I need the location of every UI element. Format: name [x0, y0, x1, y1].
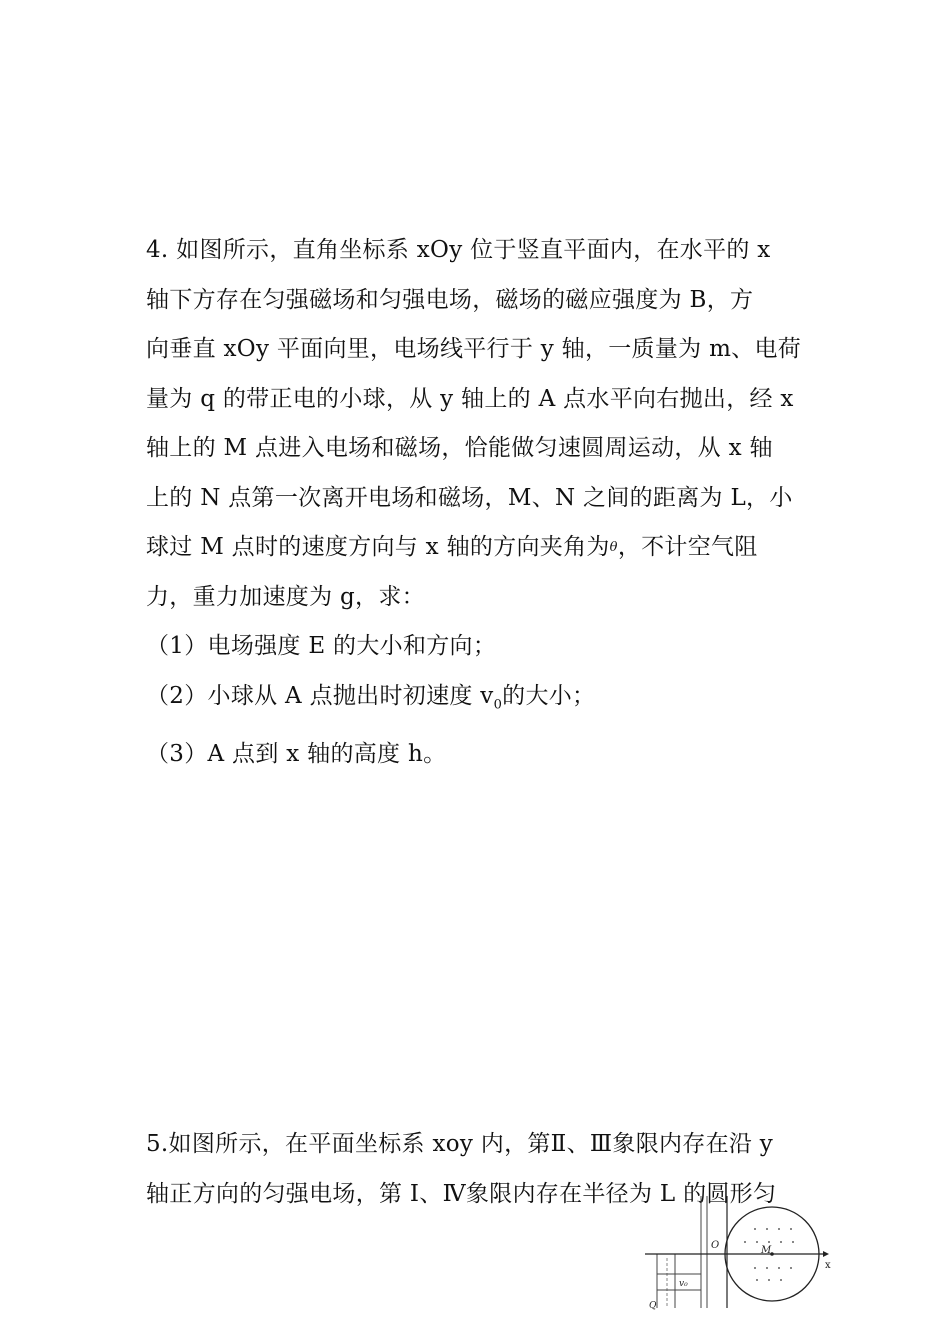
label-o: O	[711, 1240, 720, 1251]
sub-question-3: （3）A 点到 x 轴的高度 h。	[146, 740, 447, 767]
theta-symbol: θ	[609, 540, 618, 555]
question-4-line-6: 上的 N 点第一次离开电场和磁场，M、N 之间的距离为 L，小	[146, 484, 793, 511]
question-4-line-1: 4. 如图所示，直角坐标系 xOy 位于竖直平面内，在水平的 x	[146, 237, 771, 263]
coordinate-diagram	[645, 1196, 835, 1311]
question-4-line-5: 轴上的 M 点进入电场和磁场，恰能做匀速圆周运动，从 x 轴	[146, 435, 773, 461]
label-x: x	[825, 1260, 831, 1271]
sub-question-1: （1）电场强度 E 的大小和方向；	[146, 633, 497, 659]
question-5-line-1: 5.如图所示，在平面坐标系 xoy 内，第Ⅱ、Ⅲ象限内存在沿 y	[146, 1131, 774, 1157]
question-4-line-8: 力，重力加速度为 g，求：	[146, 583, 425, 610]
question-5-figure	[645, 1196, 835, 1311]
sub-question-2: （2）小球从 A 点抛出时初速度 $v_0$的大小；	[146, 682, 596, 713]
question-4	[146, 226, 814, 779]
question-5-line-2: 轴正方向的匀强电场，第 I、Ⅳ象限内存在半径为 L 的圆形匀	[146, 1180, 777, 1207]
question-4-line-3: 向垂直 xOy 平面向里，电场线平行于 y 轴，一质量为 m、电荷	[146, 336, 802, 362]
question-4-line-7: 球过 M 点时的速度方向与 x 轴的方向夹角为θ，不计空气阻	[146, 534, 758, 560]
label-m: M	[761, 1245, 772, 1256]
label-v0: v₀	[679, 1279, 688, 1289]
question-4-line-2: 轴下方存在匀强磁场和匀强电场，磁场的磁应强度为 B，方	[146, 286, 754, 313]
subscript-zero: 0	[493, 697, 503, 713]
question-4-line-4: 量为 q 的带正电的小球，从 y 轴上的 A 点水平向右抛出，经 x	[146, 385, 794, 412]
label-q: Q	[649, 1301, 657, 1311]
